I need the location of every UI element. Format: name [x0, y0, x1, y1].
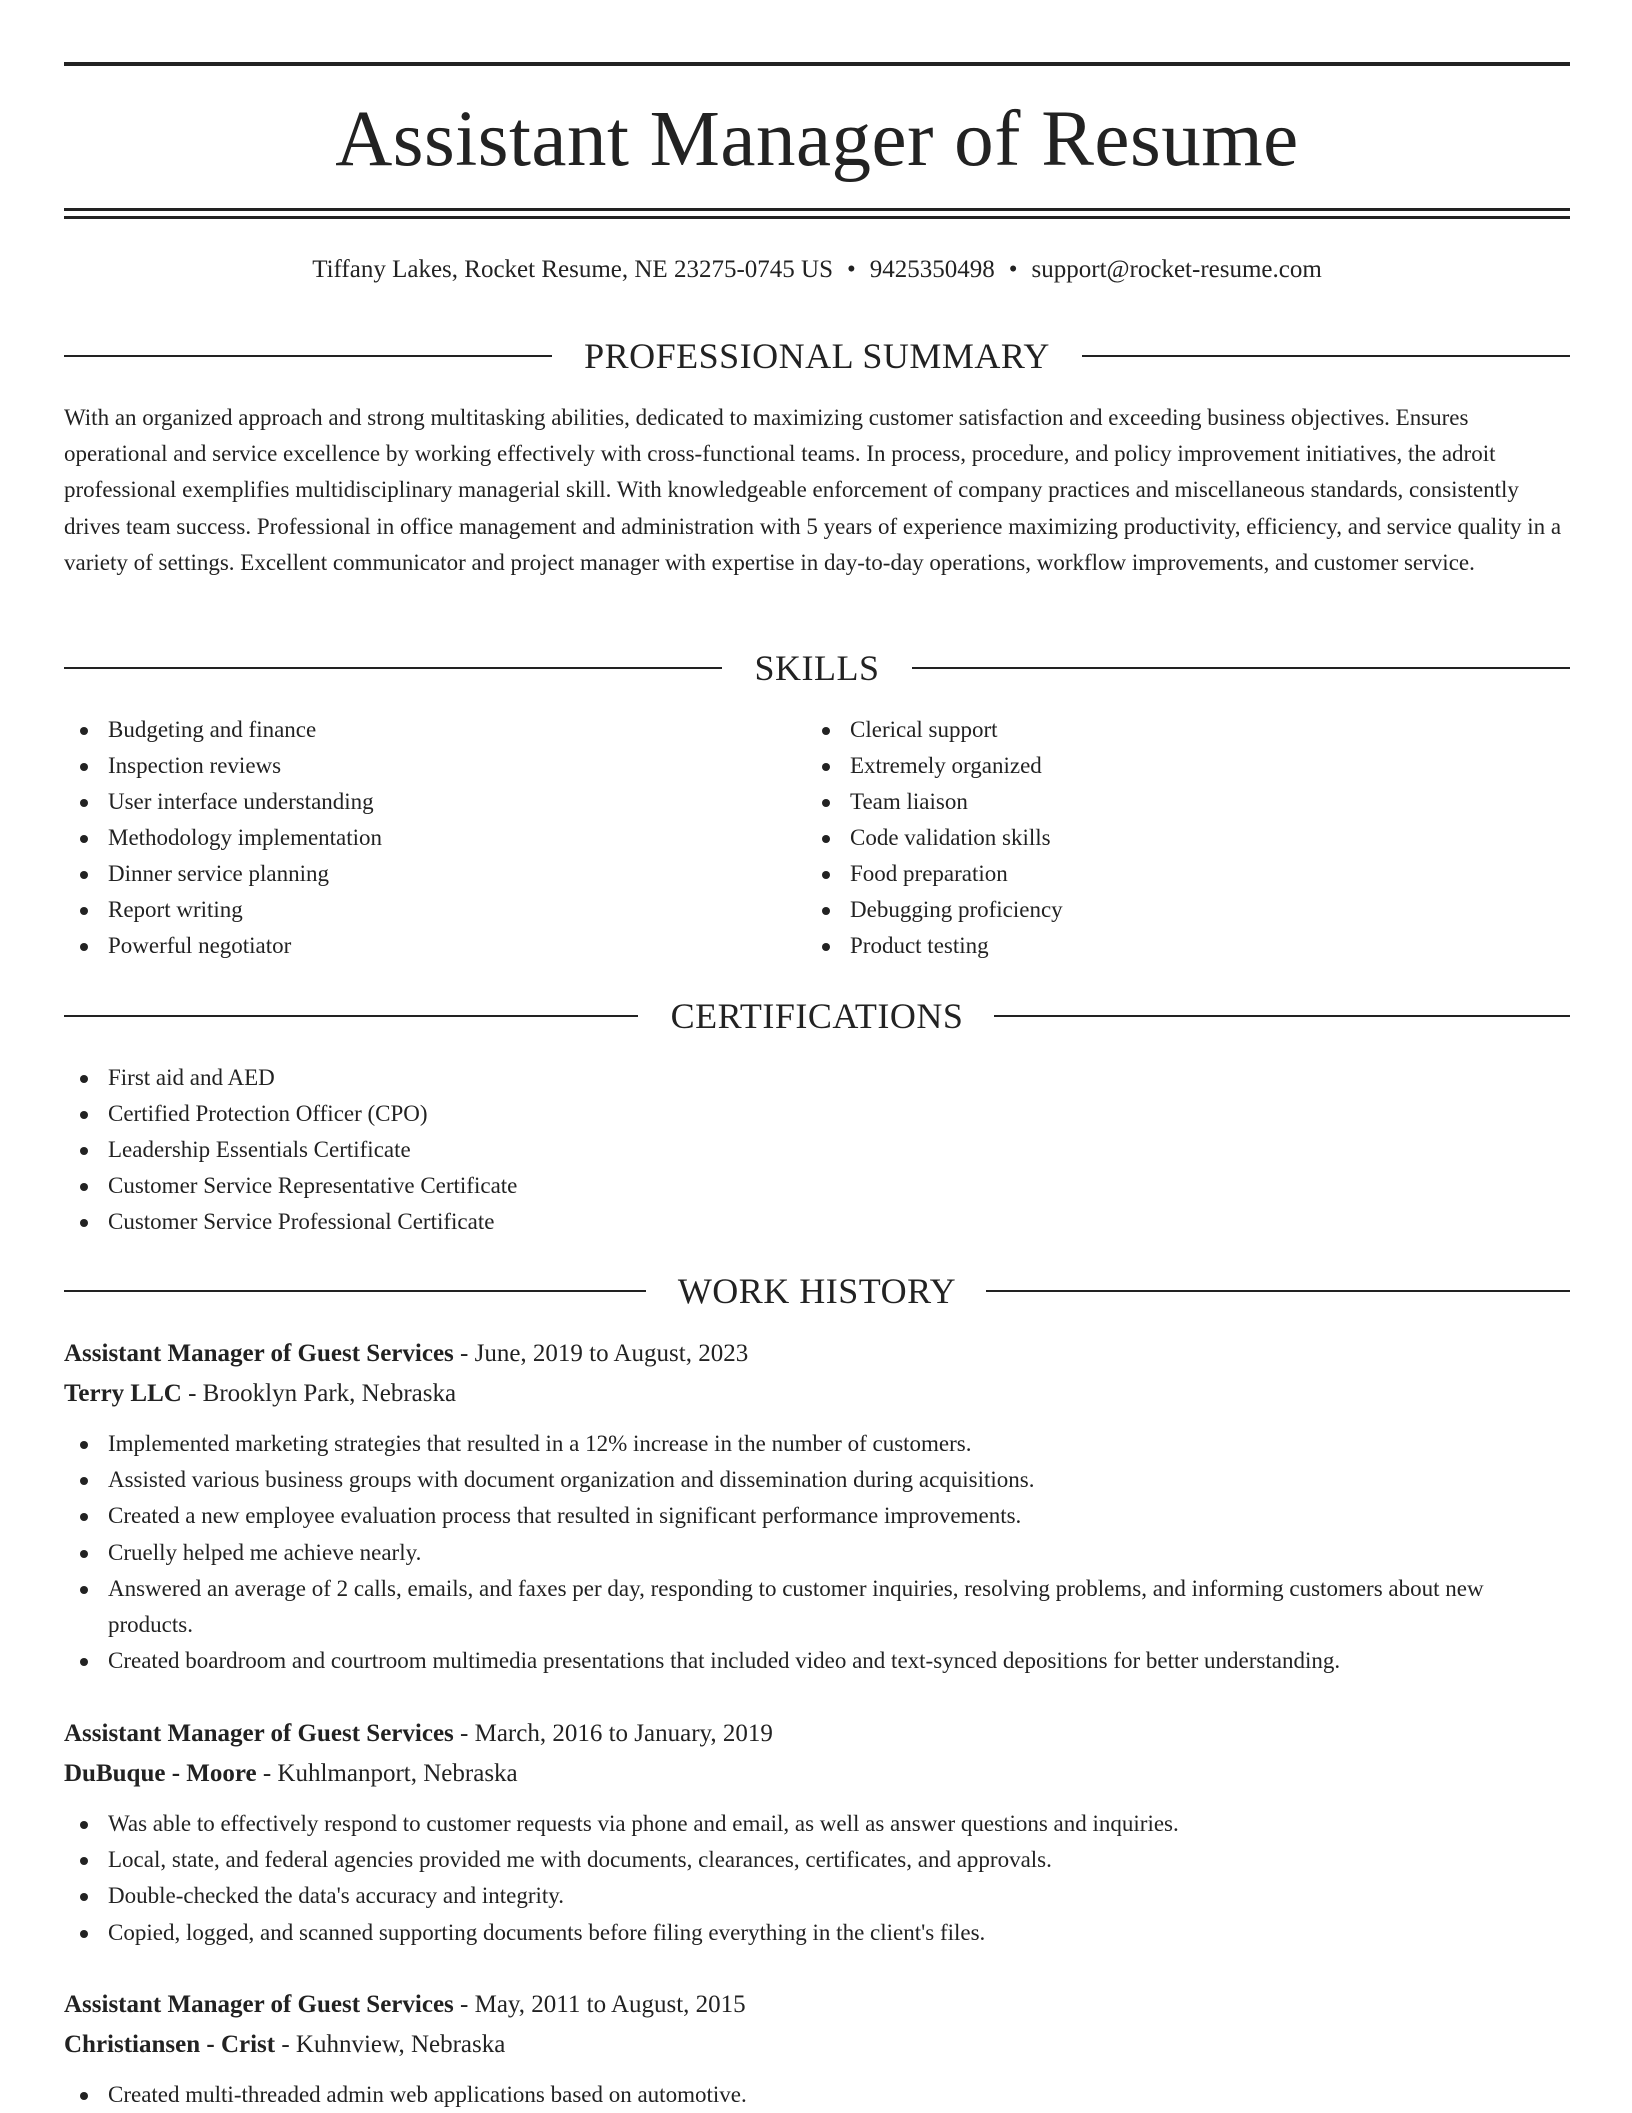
- job-bullet: Cruelly helped me achieve nearly.: [64, 1535, 1570, 1571]
- job-company: Christiansen - Crist: [64, 2031, 276, 2058]
- skill-item: Dinner service planning: [64, 856, 764, 892]
- skill-item: User interface understanding: [64, 784, 764, 820]
- job-role-line: [64, 1714, 1570, 1754]
- job-dates: - March, 2016 to January, 2019: [453, 1720, 773, 1747]
- certification-item: Certified Protection Officer (CPO): [64, 1096, 1464, 1132]
- certifications-list: [64, 1060, 1464, 1240]
- certification-item: Leadership Essentials Certificate: [64, 1132, 1464, 1168]
- skill-item: Inspection reviews: [64, 748, 764, 784]
- contact-separator: •: [846, 256, 856, 283]
- contact-separator: •: [1008, 256, 1018, 283]
- summary-text: With an organized approach and strong multitasking abilities, dedicated to maximizing customer satisfaction and exceeding business objectives. Ensures operational and service excellence by working effectively with cross-functional teams. In process, procedure, and policy improvement initiatives, the adroit professional exemplifies multidisciplinary managerial skill. With knowledgeable enforcement of company practices and miscellaneous standards, consistently drives team success. Professional in office management and administration with 5 years of experience maximizing productivity, efficiency, and service quality in a variety of settings. Excellent communicator and project manager with expertise in day-to-day operations, workflow improvements, and customer service.: [64, 405, 1562, 575]
- job-location: - Kuhnview, Nebraska: [275, 2031, 506, 2058]
- job-entry: [64, 1714, 1570, 1951]
- job-company-line: [64, 1754, 1570, 1794]
- job-location: - Kuhlmanport, Nebraska: [256, 1760, 518, 1787]
- skill-item: Report writing: [64, 892, 764, 928]
- skill-item: Product testing: [806, 928, 1506, 964]
- job-company: DuBuque - Moore: [64, 1760, 257, 1787]
- job-title: Assistant Manager of Guest Services: [64, 1991, 454, 2018]
- job-bullets: [64, 1426, 1570, 1679]
- job-bullet: Double-checked the data's accuracy and integrity.: [64, 1878, 1570, 1914]
- certification-item: Customer Service Professional Certificate: [64, 1204, 1464, 1240]
- job-entry: [64, 1334, 1570, 1679]
- top-rule: [64, 62, 1570, 66]
- certification-item: Customer Service Representative Certificate: [64, 1168, 1464, 1204]
- summary-heading: [64, 332, 1570, 380]
- job-dates: - June, 2019 to August, 2023: [453, 1340, 749, 1367]
- skill-item: Debugging proficiency: [806, 892, 1506, 928]
- job-bullet: Copied, logged, and scanned supporting documents before filing everything in the client's files.: [64, 1915, 1570, 1951]
- title-rule-upper: [64, 208, 1570, 211]
- job-bullets: [64, 2077, 1570, 2113]
- job-company-line: [64, 2025, 1570, 2065]
- job-role-line: [64, 1985, 1570, 2025]
- page-title: Assistant Manager of Resume: [335, 96, 1299, 183]
- job-location: - Brooklyn Park, Nebraska: [181, 1380, 457, 1407]
- skills-heading: [64, 644, 1570, 692]
- job-bullet: Answered an average of 2 calls, emails, and faxes per day, responding to customer inquiries, resolving problems, and informing customers about new products.: [64, 1571, 1570, 1643]
- skills-heading-label: SKILLS: [754, 648, 880, 688]
- job-bullets: [64, 1806, 1570, 1951]
- job-bullet: Local, state, and federal agencies provided me with documents, clearances, certificates, and approvals.: [64, 1842, 1570, 1878]
- job-entry: [64, 1985, 1570, 2113]
- job-dates: - May, 2011 to August, 2015: [453, 1991, 746, 2018]
- certifications-heading: [64, 992, 1570, 1040]
- skill-item: Powerful negotiator: [64, 928, 764, 964]
- skills-list-left: [64, 712, 764, 964]
- job-bullet: Was able to effectively respond to customer requests via phone and email, as well as answer questions and inquiries.: [64, 1806, 1570, 1842]
- job-title: Assistant Manager of Guest Services: [64, 1340, 454, 1367]
- job-title: Assistant Manager of Guest Services: [64, 1720, 454, 1747]
- skill-item: Food preparation: [806, 856, 1506, 892]
- skill-item: Methodology implementation: [64, 820, 764, 856]
- job-bullet: Implemented marketing strategies that resulted in a 12% increase in the number of customers.: [64, 1426, 1570, 1462]
- work-history-heading-label: WORK HISTORY: [677, 1271, 957, 1311]
- job-company: Terry LLC: [64, 1380, 182, 1407]
- skill-item: Code validation skills: [806, 820, 1506, 856]
- skill-item: Extremely organized: [806, 748, 1506, 784]
- contact-address: Tiffany Lakes, Rocket Resume, NE 23275-0745 US: [312, 256, 833, 283]
- job-bullet: Created multi-threaded admin web applications based on automotive.: [64, 2077, 1570, 2113]
- work-history-heading: [64, 1267, 1570, 1315]
- contact-line: [64, 252, 1570, 288]
- job-bullet: Assisted various business groups with document organization and dissemination during acquisitions.: [64, 1462, 1570, 1498]
- skill-item: Budgeting and finance: [64, 712, 764, 748]
- job-company-line: [64, 1374, 1570, 1414]
- job-bullet: Created a new employee evaluation process that resulted in significant performance improvements.: [64, 1498, 1570, 1534]
- summary-heading-label: PROFESSIONAL SUMMARY: [584, 336, 1050, 376]
- title-rule-lower: [64, 216, 1570, 219]
- skill-item: Clerical support: [806, 712, 1506, 748]
- skills-list-right: [806, 712, 1506, 964]
- job-role-line: [64, 1334, 1570, 1374]
- skill-item: Team liaison: [806, 784, 1506, 820]
- contact-email: support@rocket-resume.com: [1031, 256, 1322, 283]
- job-bullet: Created boardroom and courtroom multimedia presentations that included video and text-synced depositions for better understanding.: [64, 1643, 1570, 1679]
- contact-phone: 9425350498: [869, 256, 995, 283]
- certifications-heading-label: CERTIFICATIONS: [670, 996, 964, 1036]
- certification-item: First aid and AED: [64, 1060, 1464, 1096]
